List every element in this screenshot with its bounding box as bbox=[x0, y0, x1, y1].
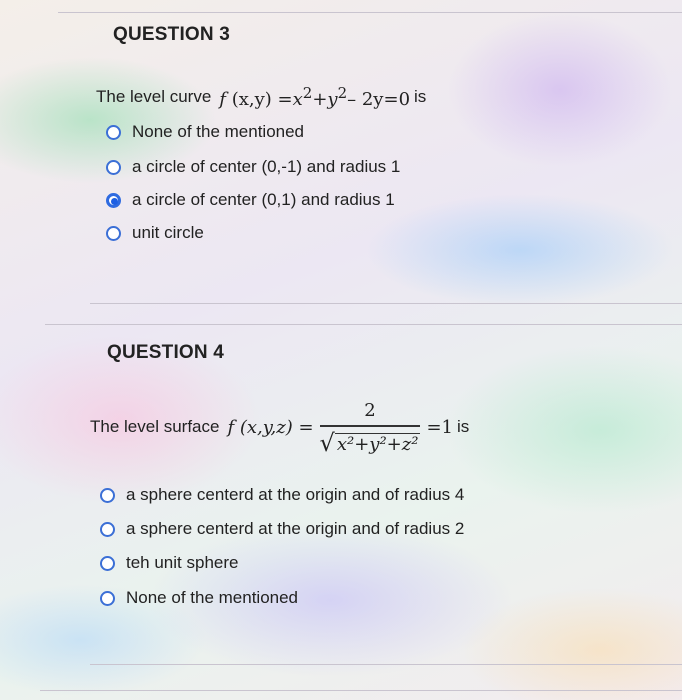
eq-equals-2: = bbox=[383, 89, 399, 110]
eq-x: x bbox=[292, 89, 303, 110]
eq-fraction bbox=[320, 400, 421, 455]
question-3-prompt-suffix: is bbox=[414, 87, 427, 106]
option-label: None of the mentioned bbox=[132, 122, 305, 141]
eq-plus: + bbox=[312, 89, 328, 110]
eq-sup-1: 2 bbox=[302, 84, 313, 102]
question-4-prompt-prefix: The level surface bbox=[90, 417, 220, 437]
eq-denominator: x²+y²+z² bbox=[336, 433, 419, 455]
eq-lhs: f (x,y,z) = bbox=[227, 416, 314, 438]
option-label: unit circle bbox=[132, 223, 204, 242]
question-4-prompt bbox=[90, 400, 469, 455]
radio-button[interactable] bbox=[100, 556, 115, 571]
question-3-prompt-prefix: The level curve bbox=[96, 87, 212, 106]
q4-option-unit-sphere[interactable] bbox=[100, 553, 238, 573]
radio-button[interactable] bbox=[100, 488, 115, 503]
eq-equals-1: = bbox=[277, 89, 293, 110]
section-divider bbox=[45, 324, 682, 325]
radio-button[interactable] bbox=[106, 160, 121, 175]
q4-option-radius-2[interactable] bbox=[100, 519, 464, 539]
eq-rhs: =1 bbox=[426, 416, 454, 438]
question-4-bottom-divider bbox=[90, 664, 682, 665]
q4-option-none[interactable] bbox=[100, 588, 298, 608]
eq-numerator: 2 bbox=[364, 400, 376, 421]
sqrt-icon: √ bbox=[319, 428, 335, 457]
question-4-equation bbox=[227, 400, 453, 455]
q4-option-radius-4[interactable] bbox=[100, 485, 464, 505]
radio-button[interactable] bbox=[106, 226, 121, 241]
q3-option-circle-0-1[interactable] bbox=[106, 190, 395, 210]
eq-zero: 0 bbox=[398, 89, 411, 110]
option-label: a circle of center (0,-1) and radius 1 bbox=[132, 157, 401, 176]
eq-minus-term: – 2y bbox=[347, 89, 384, 110]
q3-option-none[interactable] bbox=[106, 122, 304, 142]
radio-button[interactable] bbox=[100, 591, 115, 606]
radio-button[interactable] bbox=[106, 125, 121, 140]
option-label: None of the mentioned bbox=[126, 588, 299, 607]
q3-option-circle-0-neg1[interactable] bbox=[106, 157, 400, 177]
question-4-heading: QUESTION 4 bbox=[107, 342, 225, 363]
option-label: a circle of center (0,1) and radius 1 bbox=[132, 190, 395, 209]
eq-f: f bbox=[219, 89, 226, 110]
option-label: a sphere centerd at the origin and of radius 4 bbox=[126, 485, 465, 504]
option-label: teh unit sphere bbox=[126, 553, 239, 572]
q3-option-unit-circle[interactable] bbox=[106, 223, 204, 243]
eq-denominator-wrap bbox=[320, 427, 421, 455]
question-3-bottom-divider bbox=[90, 303, 682, 304]
top-divider bbox=[58, 12, 682, 13]
question-3-equation bbox=[219, 84, 410, 110]
radio-button-selected[interactable] bbox=[106, 193, 121, 208]
radio-button[interactable] bbox=[100, 522, 115, 537]
eq-y: y bbox=[327, 89, 338, 110]
question-3-prompt bbox=[96, 84, 426, 110]
eq-args: (x,y) bbox=[231, 89, 272, 110]
bottom-divider bbox=[40, 690, 682, 691]
eq-sup-2: 2 bbox=[337, 84, 348, 102]
option-label: a sphere centerd at the origin and of radius 2 bbox=[126, 519, 465, 538]
question-4-prompt-suffix: is bbox=[457, 417, 470, 437]
question-3-heading: QUESTION 3 bbox=[113, 24, 231, 45]
